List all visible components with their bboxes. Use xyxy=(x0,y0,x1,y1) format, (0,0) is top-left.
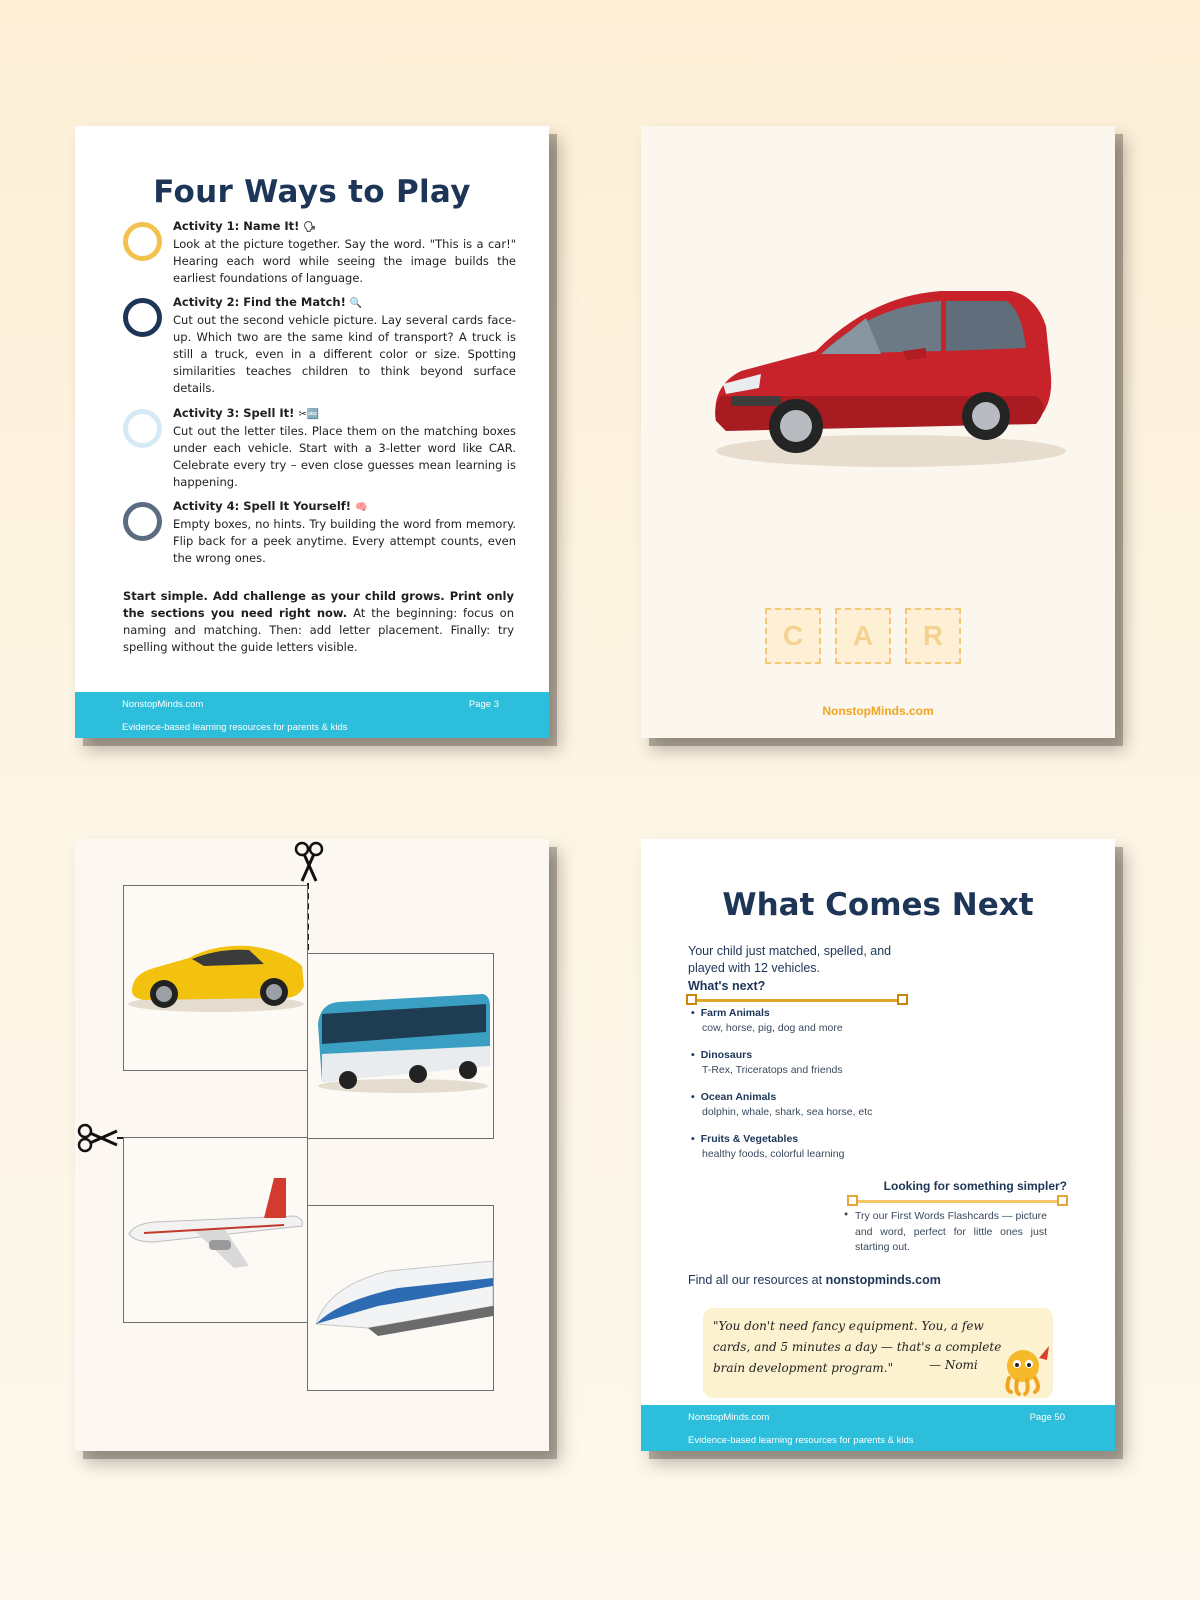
footer-page-number: Page 50 xyxy=(1029,1412,1065,1423)
red-car-illustration xyxy=(641,256,1115,496)
intro-text: Your child just matched, spelled, and played with 12 vehicles. xyxy=(688,944,892,975)
brain-icon: 🧠 xyxy=(355,502,368,513)
letter-tile[interactable]: R xyxy=(905,608,961,664)
activity-text: Cut out the second vehicle picture. Lay several cards face-up. Which two are the same kind of transport? A truck is still a truck, even in a different color or size. Spotting similarities teaches children to think beyond surface details. xyxy=(173,313,516,395)
bullet-train-image xyxy=(308,1206,495,1392)
activity-text: Empty boxes, no hints. Try building the word from memory. Flip back for a peek anytime. Every attempt counts, even the wrong ones. xyxy=(173,517,516,565)
divider-end xyxy=(897,994,908,1005)
footer-tagline: Evidence-based learning resources for parents & kids xyxy=(688,1435,914,1446)
series-item[interactable]: • Dinosaurs T-Rex, Triceratops and friends xyxy=(691,1049,991,1076)
divider-end xyxy=(1057,1195,1068,1206)
whats-next-heading: What's next? xyxy=(688,979,766,993)
vehicle-card-sports-car[interactable] xyxy=(123,885,308,1071)
page-car-flashcard xyxy=(641,126,1115,738)
quote-author: — Nomi xyxy=(929,1358,978,1372)
airliner-image xyxy=(124,1138,309,1324)
divider-end xyxy=(686,994,697,1005)
activity-title: Activity 4: Spell It Yourself! xyxy=(173,499,352,513)
divider-end xyxy=(847,1195,858,1206)
bullet: • xyxy=(843,1209,850,1221)
resources-link[interactable]: nonstopminds.com xyxy=(825,1273,941,1287)
summary-rest: At the beginning: focus on naming and matching. Then: add letter placement. Finally: try spelling without the guide letters visible. xyxy=(123,606,514,654)
speaking-head-icon: 🗣 xyxy=(303,222,317,233)
resources-line: Find all our resources at nonstopminds.com xyxy=(688,1273,941,1287)
ring-icon xyxy=(123,298,162,337)
scissors-icon xyxy=(77,1123,119,1153)
footer-page-number: Page 3 xyxy=(468,699,499,710)
page-title: What Comes Next xyxy=(722,887,1034,923)
quote-text: "You don't need fancy equipment. You, a few cards, and 5 minutes a day — that's a complete brain development program." xyxy=(713,1319,1002,1375)
ring-icon xyxy=(123,409,162,448)
simpler-heading: Looking for something simpler? xyxy=(883,1179,1067,1193)
letter-tile[interactable]: A xyxy=(835,608,891,664)
summary-paragraph xyxy=(123,588,514,656)
page-footer xyxy=(641,1405,1115,1451)
page-four-ways-to-play xyxy=(75,126,549,738)
activity-4 xyxy=(123,499,519,572)
summary-bold: Start simple. Add challenge as your child grows. Print only the sections you need right now. xyxy=(123,589,514,620)
series-item[interactable]: • Farm Animals cow, horse, pig, dog and more xyxy=(691,1007,991,1034)
scissors-abc-icon: ✂🔤 xyxy=(298,409,320,420)
page-cutout-cards xyxy=(75,839,549,1451)
articulated-bus-image xyxy=(308,954,495,1140)
magnifier-icon: 🔍 xyxy=(349,298,363,309)
vehicle-card-plane[interactable] xyxy=(123,1137,308,1323)
vehicle-card-train[interactable] xyxy=(307,1205,494,1391)
scissors-icon xyxy=(294,841,324,883)
simpler-text: Try our First Words Flashcards — picture and word, perfect for little ones just starting out. xyxy=(855,1210,1047,1253)
ring-icon xyxy=(123,222,162,261)
divider-bar xyxy=(693,999,905,1002)
page-title: Four Ways to Play xyxy=(153,174,471,210)
activity-3 xyxy=(123,406,519,489)
activity-1 xyxy=(123,219,519,292)
ring-icon xyxy=(123,502,162,541)
octopus-mascot-icon xyxy=(999,1342,1055,1398)
series-item[interactable]: • Fruits & Vegetables healthy foods, colorful learning xyxy=(691,1133,991,1160)
activity-text: Cut out the letter tiles. Place them on the matching boxes under each vehicle. Start with a 3-letter word like CAR. Celebrate every try – even close guesses mean learning is happening. xyxy=(173,424,516,489)
letter-tile[interactable]: C xyxy=(765,608,821,664)
page-footer xyxy=(75,692,549,738)
yellow-sports-car-image xyxy=(124,886,309,1072)
footer-site[interactable]: NonstopMinds.com xyxy=(822,704,934,718)
activity-title: Activity 1: Name It! xyxy=(173,219,300,233)
activity-title: Activity 2: Find the Match! xyxy=(173,295,346,309)
footer-tagline: Evidence-based learning resources for parents & kids xyxy=(122,722,348,733)
vehicle-card-bus[interactable] xyxy=(307,953,494,1139)
activity-2 xyxy=(123,295,519,398)
page-what-comes-next xyxy=(641,839,1115,1451)
divider-bar xyxy=(855,1200,1065,1203)
series-item[interactable]: • Ocean Animals dolphin, whale, shark, sea horse, etc xyxy=(691,1091,991,1118)
activity-text: Look at the picture together. Say the word. "This is a car!" Hearing each word while seeing the image builds the earliest foundations of language. xyxy=(173,237,516,285)
quote-box xyxy=(703,1308,1053,1398)
footer-site[interactable]: NonstopMinds.com xyxy=(688,1412,770,1423)
footer-site[interactable]: NonstopMinds.com xyxy=(122,699,204,710)
activity-title: Activity 3: Spell It! xyxy=(173,406,295,420)
